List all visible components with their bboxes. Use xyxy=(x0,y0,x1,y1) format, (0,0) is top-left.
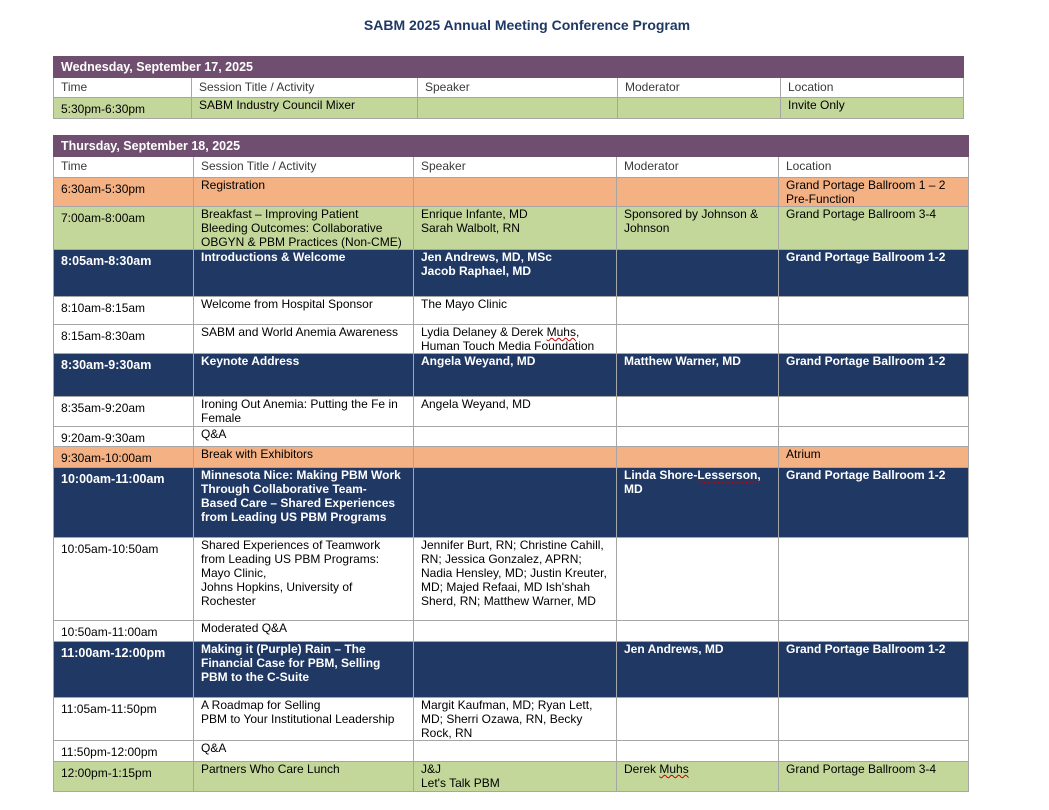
cell-session: Keynote Address xyxy=(194,354,414,397)
cell-speaker xyxy=(414,621,617,642)
cell-speaker: Lydia Delaney & Derek Muhs, Human Touch Media Foundation xyxy=(414,325,617,354)
day-header-row xyxy=(54,57,964,78)
cell-location xyxy=(779,538,969,621)
cell-location xyxy=(779,741,969,762)
cell-speaker: J&J Let's Talk PBM xyxy=(414,762,617,792)
cell-time: 11:50pm-12:00pm xyxy=(54,741,194,762)
cell-time: 8:15am-8:30am xyxy=(54,325,194,354)
cell-time: 9:20am-9:30am xyxy=(54,427,194,447)
schedule-row xyxy=(54,354,969,397)
cell-speaker xyxy=(414,178,617,207)
cell-time: 10:05am-10:50am xyxy=(54,538,194,621)
cell-speaker: Jen Andrews, MD, MSc Jacob Raphael, MD xyxy=(414,250,617,297)
day-header-row xyxy=(54,136,969,157)
cell-speaker xyxy=(414,642,617,698)
cell-moderator xyxy=(617,741,779,762)
schedule-row xyxy=(54,741,969,762)
schedule-row xyxy=(54,397,969,427)
cell-location: Grand Portage Ballroom 1-2 xyxy=(779,468,969,538)
schedule-row xyxy=(54,297,969,325)
cell-time: 9:30am-10:00am xyxy=(54,447,194,468)
cell-moderator: Derek Muhs xyxy=(617,762,779,792)
cell-time: 11:05am-11:50pm xyxy=(54,698,194,741)
cell-session: Introductions & Welcome xyxy=(194,250,414,297)
cell-location xyxy=(779,325,969,354)
thursday-schedule-table xyxy=(53,135,969,792)
cell-time: 8:10am-8:15am xyxy=(54,297,194,325)
cell-moderator xyxy=(617,447,779,468)
cell-moderator xyxy=(617,427,779,447)
cell-moderator: Sponsored by Johnson & Johnson xyxy=(617,207,779,250)
cell-location: Grand Portage Ballroom 3-4 xyxy=(779,207,969,250)
schedule-row xyxy=(54,250,969,297)
schedule-row xyxy=(54,98,964,119)
schedule-row xyxy=(54,698,969,741)
cell-location xyxy=(779,621,969,642)
cell-session: Ironing Out Anemia: Putting the Fe in Female xyxy=(194,397,414,427)
cell-moderator xyxy=(617,397,779,427)
spellcheck-word: Muhs xyxy=(546,325,576,339)
column-header-moderator: Moderator xyxy=(618,78,781,98)
cell-session: SABM Industry Council Mixer xyxy=(192,98,418,119)
spellcheck-word: Lesserson, xyxy=(697,468,761,482)
cell-speaker: Angela Weyand, MD xyxy=(414,354,617,397)
schedule-row xyxy=(54,427,969,447)
cell-location: Grand Portage Ballroom 1-2 xyxy=(779,250,969,297)
column-header-speaker: Speaker xyxy=(418,78,618,98)
cell-location: Grand Portage Ballroom 1-2 xyxy=(779,642,969,698)
schedule-row xyxy=(54,762,969,792)
schedule-row xyxy=(54,178,969,207)
cell-speaker xyxy=(418,98,618,119)
cell-speaker xyxy=(414,447,617,468)
column-header-session: Session Title / Activity xyxy=(194,157,414,178)
cell-time: 8:05am-8:30am xyxy=(54,250,194,297)
cell-session: Q&A xyxy=(194,427,414,447)
cell-speaker xyxy=(414,468,617,538)
cell-session: A Roadmap for Selling PBM to Your Institutional Leadership xyxy=(194,698,414,741)
cell-time: 12:00pm-1:15pm xyxy=(54,762,194,792)
cell-moderator xyxy=(618,98,781,119)
cell-location: Grand Portage Ballroom 3-4 xyxy=(779,762,969,792)
day-header-wednesday: Wednesday, September 17, 2025 xyxy=(54,57,964,78)
cell-time: 8:30am-9:30am xyxy=(54,354,194,397)
schedule-row xyxy=(54,325,969,354)
cell-location: Grand Portage Ballroom 1-2 xyxy=(779,354,969,397)
cell-session: Registration xyxy=(194,178,414,207)
page-title: SABM 2025 Annual Meeting Conference Program xyxy=(363,17,691,33)
cell-speaker: Margit Kaufman, MD; Ryan Lett, MD; Sherri Ozawa, RN, Becky Rock, RN xyxy=(414,698,617,741)
cell-session: Partners Who Care Lunch xyxy=(194,762,414,792)
column-header-speaker: Speaker xyxy=(414,157,617,178)
cell-session: Q&A xyxy=(194,741,414,762)
column-header-session: Session Title / Activity xyxy=(192,78,418,98)
cell-speaker: Jennifer Burt, RN; Christine Cahill, RN; Jessica Gonzalez, APRN; Nadia Hensley, MD; Justin Kreuter, MD; Majed Refaai, MD Ish'shah Sherd, RN; Matthew Warner, MD xyxy=(414,538,617,621)
cell-time: 10:00am-11:00am xyxy=(54,468,194,538)
cell-time: 11:00am-12:00pm xyxy=(54,642,194,698)
cell-time: 7:00am-8:00am xyxy=(54,207,194,250)
cell-session: SABM and World Anemia Awareness xyxy=(194,325,414,354)
cell-speaker xyxy=(414,427,617,447)
cell-location xyxy=(779,297,969,325)
cell-moderator: Linda Shore-Lesserson, MD xyxy=(617,468,779,538)
cell-time: 5:30pm-6:30pm xyxy=(54,98,192,119)
schedule-row xyxy=(54,207,969,250)
cell-moderator xyxy=(617,538,779,621)
column-header-row xyxy=(54,78,964,98)
schedule-row xyxy=(54,642,969,698)
column-header-time: Time xyxy=(54,157,194,178)
schedule-row xyxy=(54,447,969,468)
cell-location xyxy=(779,698,969,741)
cell-speaker xyxy=(414,741,617,762)
cell-session: Breakfast – Improving Patient Bleeding Outcomes: Collaborative OBGYN & PBM Practices (Non-CME) xyxy=(194,207,414,250)
column-header-row xyxy=(54,157,969,178)
cell-session: Shared Experiences of Teamwork from Leading US PBM Programs: Mayo Clinic, Johns Hopkins, University of Rochester xyxy=(194,538,414,621)
column-header-time: Time xyxy=(54,78,192,98)
column-header-location: Location xyxy=(781,78,964,98)
schedule-row xyxy=(54,621,969,642)
cell-session: Break with Exhibitors xyxy=(194,447,414,468)
cell-speaker: The Mayo Clinic xyxy=(414,297,617,325)
cell-moderator xyxy=(617,325,779,354)
cell-moderator xyxy=(617,297,779,325)
cell-moderator: Matthew Warner, MD xyxy=(617,354,779,397)
cell-speaker: Angela Weyand, MD xyxy=(414,397,617,427)
cell-time: 6:30am-5:30pm xyxy=(54,178,194,207)
cell-moderator xyxy=(617,621,779,642)
spellcheck-word: Muhs xyxy=(659,762,689,776)
cell-location xyxy=(779,397,969,427)
column-header-location: Location xyxy=(779,157,969,178)
cell-speaker: Enrique Infante, MD Sarah Walbolt, RN xyxy=(414,207,617,250)
cell-location: Grand Portage Ballroom 1 – 2 Pre-Function xyxy=(779,178,969,207)
cell-location: Invite Only xyxy=(781,98,964,119)
column-header-moderator: Moderator xyxy=(617,157,779,178)
cell-moderator: Jen Andrews, MD xyxy=(617,642,779,698)
day-header-thursday: Thursday, September 18, 2025 xyxy=(54,136,969,157)
cell-session: Minnesota Nice: Making PBM Work Through Collaborative Team- Based Care – Shared Experiences from Leading US PBM Programs xyxy=(194,468,414,538)
cell-time: 10:50am-11:00am xyxy=(54,621,194,642)
cell-session: Moderated Q&A xyxy=(194,621,414,642)
cell-location: Atrium xyxy=(779,447,969,468)
schedule-row xyxy=(54,468,969,538)
cell-location xyxy=(779,427,969,447)
cell-moderator xyxy=(617,178,779,207)
wednesday-schedule-table xyxy=(53,56,964,119)
cell-moderator xyxy=(617,698,779,741)
cell-time: 8:35am-9:20am xyxy=(54,397,194,427)
schedule-row xyxy=(54,538,969,621)
cell-moderator xyxy=(617,250,779,297)
cell-session: Making it (Purple) Rain – The Financial Case for PBM, Selling PBM to the C-Suite xyxy=(194,642,414,698)
cell-session: Welcome from Hospital Sponsor xyxy=(194,297,414,325)
